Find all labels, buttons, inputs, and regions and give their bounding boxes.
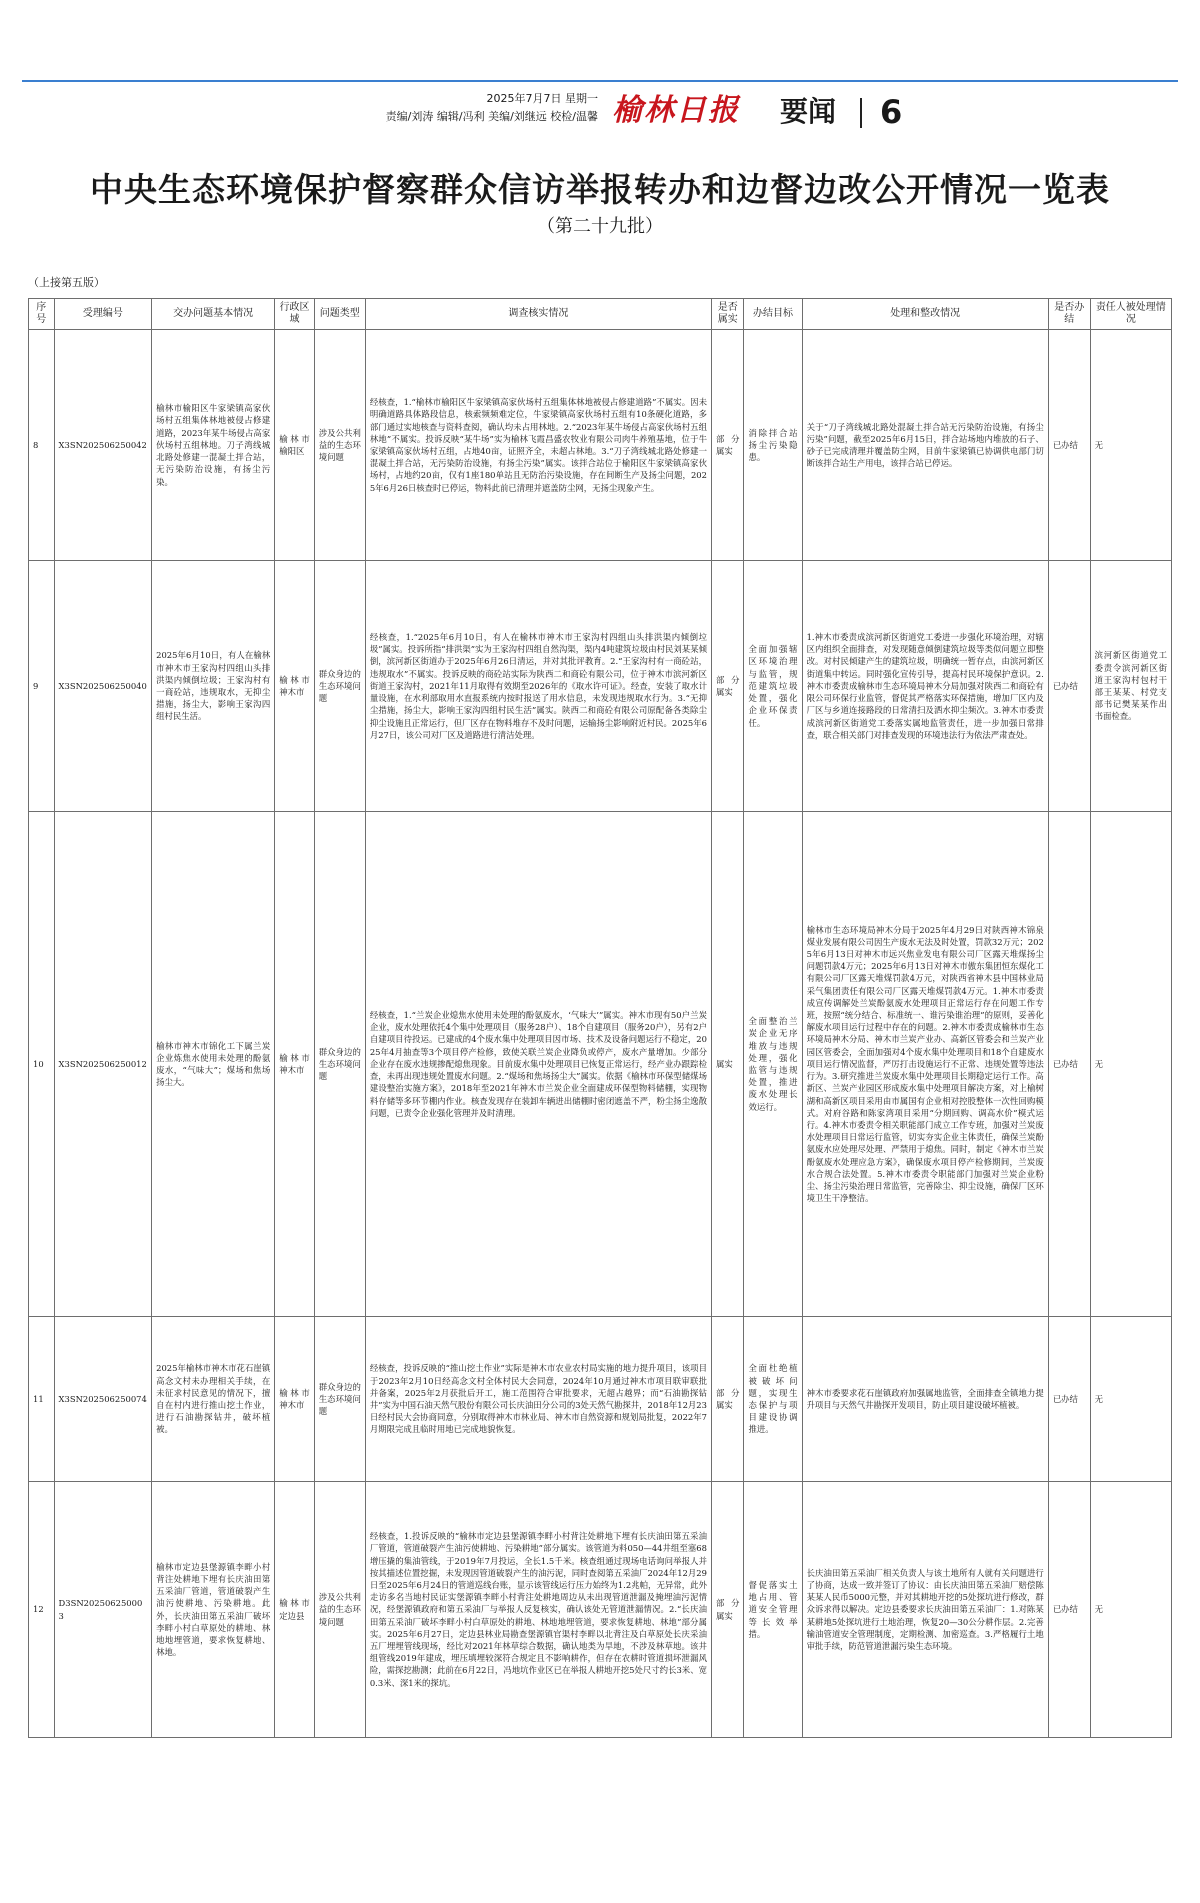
- cell-handling: 长庆油田第五采油厂相关负责人与该土地所有人就有关问题进行了协商，达成一致并签订了协议：由长庆油田第五采油厂赔偿陈某某人民币5000元整，并对其耕地开挖的5处探坑进行修改，群众诉求得以解决。定边县委要求长庆油田第五采油厂：1.对陈某某耕地5处探坑进行土地治理，恢复20—30公分耕作层。2.完善输油管道安全管理制度，定期检测、加密巡查。3.严格履行土地审批手续，防范管道泄漏污染生态环境。: [802, 1482, 1048, 1738]
- cell-seq: 8: [29, 330, 55, 561]
- header-issue: 交办问题基本情况: [152, 299, 275, 330]
- cell-type: 涉及公共利益的生态环境问题: [314, 330, 365, 561]
- header-goal: 办结目标: [744, 299, 802, 330]
- cell-accountability: 无: [1090, 330, 1171, 561]
- cell-code: X3SN202506250012: [54, 812, 152, 1317]
- cell-is-true: 部分属实: [711, 1482, 744, 1738]
- header-accountability: 责任人被处理情况: [1090, 299, 1171, 330]
- cell-handling: 关于“刀子湾线城北路处混凝土拌合站无污染防治设施，有扬尘污染”问题，截至2025年6月15日，拌合站场地内堆放的石子、砂子已完成清理并覆盖防尘网，目前牛家梁镇已协调供电部门切断该拌合站生产用电，该拌合站已停运。: [802, 330, 1048, 561]
- cell-investigation: 经核查，1.投诉反映的“榆林市定边县堡源镇李畔小村背注处耕地下埋有长庆油田第五采油厂管道，管道破裂产生油污使耕地、污染耕地”部分属实。该管道为料050—44井组至塞68增压撬的集油管线，于2019年7月投运，全长1.5千米。核查组通过现场电话询问举报人并按其描述位置挖掘，未发现因管道破裂产生的油污泥，同时查阅第五采油厂2024年12月29日至2025年6月24日的管道巡线台账，显示该管线运行压力始终为1.2兆帕，无异常，此外走访多名当地村民证实堡源镇李畔小村背注处耕地周边从未出现管道泄漏及掩埋油污泥情况，经堡源镇政府和第五采油厂与举报人反复核实，确认该处无管道泄漏情况。2.“长庆油田第五采油厂破坏李畔小村白草原处的耕地、林地地埋管道，要求恢复耕地、林地”部分属实。2025年6月27日，定边县林业局勘查堡源镇官渠村李畔以北背注及白草原处长庆采油五厂埋埋管线现场，经比对2021年林草综合数据，确认地类为旱地，不涉及林草地。该井组管线2019年建成，埋压填埋较深符合规定且不影响耕作，但存在农耕时管道损坏泄漏风险，需探挖勘测；此前在6月22日，冯地坑作业区已在举报人耕地开挖5处尺寸约长3米、宽0.3米、深1米的探坑。: [365, 1482, 711, 1738]
- cell-investigation: 经核查，1.“榆林市榆阳区牛家梁镇高家伙场村五组集体林地被侵占修建道路”不属实。因未明确道路具体路段信息，核索频频难定位，牛家梁镇高家伙场村五组有10条硬化道路，多部门通过实地核查与资料查阅，确认均未占用林地。2.“2023年某牛场侵占高家伙场村五组林地”不属实。投诉反映“某牛场”实为榆林飞霞昌盛农牧业有限公司肉牛养殖基地，位于牛家梁镇高家伙场村五组，占地40亩，证照齐全，未超占林地。3.“刀子湾线城北路处修建一混凝土拌合站，无污染防治设施，有扬尘污染”属实。该拌合站位于榆阳区牛家梁镇高家伙场村，占地约20亩，仅有1座180单站且无防治污染设施，存在间断生产及扬尘问题，2025年6月26日核查时已停运，物料此前已清理并遮盖防尘网，无扬尘现象产生。: [365, 330, 711, 561]
- page-title: 中央生态环境保护督察群众信访举报转办和边督边改公开情况一览表: [90, 170, 1110, 209]
- section-name: 要闻: [780, 95, 837, 128]
- table-row: [29, 812, 1172, 1317]
- cell-investigation: 经核查，1.“2025年6月10日，有人在榆林市神木市王家沟村四组山头排洪渠内倾倒垃圾”属实。投诉所指“排洪渠”实为王家沟村四组自然沟渠，渠内4吨建筑垃圾由村民刘某某倾倒，滨河新区街道办于2025年6月26日清运，并对其批评教育。2.“王家沟村有一商砼站，违规取水”不属实。投诉反映的商砼站实际为陕西二和商砼有限公司，位于神木市滨河新区街道王家沟村，2021年11月取得有效期至2026年的《取水许可证》。经查，安装了取水计量设施，在水利部取用水直报系统内按时报送了用水信息，未发现违规取水行为。3.“无抑尘措施，扬尘大，影响王家沟四组村民生活”属实。陕西二和商砼有限公司原配备各类除尘抑尘设施且正常运行，但厂区存在物料堆存不及时问题，运输扬尘影响附近村民。2025年6月27日，该公司对厂区及道路进行清洁处理。: [365, 561, 711, 812]
- cell-handling: 神木市委要求花石崖镇政府加强属地监管，全面排查全镇地力提升项目与天然气井勘探开发项目，防止项目建设破坏植被。: [802, 1317, 1048, 1482]
- cell-goal: 督促落实土地占用、管道安全管理等长效举措。: [744, 1482, 802, 1738]
- cell-type: 涉及公共利益的生态环境问题: [314, 1482, 365, 1738]
- cell-handling: 1.神木市委责成滨河新区街道党工委进一步强化环境治理，对辖区内组织全面排查，对发现随意倾倒建筑垃圾等类似问题立即整改。对村民倾建产生的建筑垃圾，明确统一暂存点，由滨河新区街道集中转运。同时强化宣传引导，提高村民环境保护意识。2.神木市委责成榆林市生态环境局神木分局加强对陕西二和商砼有限公司环保行业监管，督促其严格落实环保措施，增加厂区内及厂区与乡道连接路段的日常清扫及洒水抑尘频次。3.神木市委责成滨河新区街道党工委落实属地监管责任，进一步加强日常排查，联合相关部门对排查发现的环境违法行为依法严肃查处。: [802, 561, 1048, 812]
- table-row: [29, 1317, 1172, 1482]
- page-number: 6: [880, 93, 903, 131]
- cell-goal: 消除拌合站扬尘污染隐患。: [744, 330, 802, 561]
- header-closed: 是否办结: [1048, 299, 1090, 330]
- cell-closed: 已办结: [1048, 330, 1090, 561]
- cell-closed: 已办结: [1048, 561, 1090, 812]
- header-code: 受理编号: [54, 299, 152, 330]
- batch-subtitle: （第二十九批）: [537, 216, 663, 237]
- cell-region: 榆林市榆阳区: [275, 330, 314, 561]
- cell-accountability: 无: [1090, 1482, 1171, 1738]
- header-type: 问题类型: [314, 299, 365, 330]
- cell-accountability: 滨河新区街道党工委责令滨河新区街道王家沟村包村干部王某某、村党支部书记樊某某作出书面检查。: [1090, 561, 1171, 812]
- cell-region: 榆林市神木市: [275, 1317, 314, 1482]
- cell-issue: 2025年榆林市神木市花石崖镇高念文村未办理相关手续，在未征求村民意见的情况下，擅自在村内进行推山挖土作业，进行石油勘探钻井，破坏植被。: [152, 1317, 275, 1482]
- cell-accountability: 无: [1090, 1317, 1171, 1482]
- table-row: [29, 561, 1172, 812]
- cell-goal: 全面整治兰炭企业无序堆放与违规处理，强化监管与违规处置，推进废水处理长效运行。: [744, 812, 802, 1317]
- table-row: [29, 330, 1172, 561]
- paper-logo: 榆林日报: [612, 93, 740, 128]
- cell-goal: 全面杜绝植被破坏问题，实现生态保护与项目建设协调推进。: [744, 1317, 802, 1482]
- continued-note: （上接第五版）: [28, 276, 105, 289]
- header-handling: 处理和整改情况: [802, 299, 1048, 330]
- cell-type: 群众身边的生态环境问题: [314, 812, 365, 1317]
- cell-goal: 全面加强辖区环境治理与监管，规范建筑垃圾处置，强化企业环保责任。: [744, 561, 802, 812]
- cell-is-true: 部分属实: [711, 1317, 744, 1482]
- header-is-true: 是否属实: [711, 299, 744, 330]
- cell-code: X3SN202506250074: [54, 1317, 152, 1482]
- staff-line: 责编/刘涛 编辑/冯利 美编/刘继远 校检/温馨: [385, 110, 598, 123]
- cell-issue: 2025年6月10日，有人在榆林市神木市王家沟村四组山头排洪渠内倾倒垃圾；王家沟村有一商砼站，违规取水，无抑尘措施，扬尘大，影响王家沟四组村民生活。: [152, 561, 275, 812]
- cell-seq: 10: [29, 812, 55, 1317]
- cell-issue: 榆林市神木市锦化工下属兰炭企业炼焦水使用未处理的酚氨废水，“气味大”；煤场和焦场扬尘大。: [152, 812, 275, 1317]
- date-line: 2025年7月7日 星期一: [486, 92, 598, 105]
- masthead: [220, 92, 980, 138]
- header-seq: 序号: [29, 299, 55, 330]
- cell-closed: 已办结: [1048, 1317, 1090, 1482]
- table-row: [29, 1482, 1172, 1738]
- cell-closed: 已办结: [1048, 812, 1090, 1317]
- cell-code: D3SN202506250003: [54, 1482, 152, 1738]
- cell-code: X3SN202506250042: [54, 330, 152, 561]
- cell-closed: 已办结: [1048, 1482, 1090, 1738]
- cell-is-true: 属实: [711, 812, 744, 1317]
- cell-accountability: 无: [1090, 812, 1171, 1317]
- report-table: [28, 298, 1172, 1738]
- cell-seq: 9: [29, 561, 55, 812]
- cell-issue: 榆林市榆阳区牛家梁镇高家伙场村五组集体林地被侵占修建道路，2023年某牛场侵占高家伙场村五组林地。刀子湾线城北路处修建一混凝土拌合站，无污染防治设施，有扬尘污染。: [152, 330, 275, 561]
- header-region: 行政区域: [275, 299, 314, 330]
- cell-issue: 榆林市定边县堡源镇李畔小村背注处耕地下埋有长庆油田第五采油厂管道，管道破裂产生油污使耕地、污染耕地。此外，长庆油田第五采油厂破坏李畔小村白草原处的耕地、林地地埋管道，要求恢复耕地、林地。: [152, 1482, 275, 1738]
- cell-code: X3SN202506250040: [54, 561, 152, 812]
- table-header-row: [29, 299, 1172, 330]
- cell-investigation: 经核查，1.“兰炭企业熄焦水使用未处理的酚氨废水，‘气味大’”属实。神木市现有50户兰炭企业，废水处理依托4个集中处理项目（服务28户）、18个自建项目（服务20户），另有2户自建项目待投运。已建成的4个废水集中处理项目因市场、技术及设备问题运行不稳定，2025年4月抽查等3个项目停产检修，致使关联兰炭企业降负或停产，废水产量增加。少部分企业存在废水违规掺配熄焦现象。目前废水集中处理项目已恢复正常运行，经产业办跟踪检查，未再出现违规处置废水问题。2.“煤场和焦场扬尘大”属实。依据《榆林市环保型储煤场建设整治实施方案》，2018年至2021年神木市兰炭企业全面建成环保型物料储棚，实现物料存储等多环节棚内作业。核查发现存在装卸车辆进出储棚时密闭遮盖不严，粉尘扬尘逸散问题，已责令企业强化管理并及时清理。: [365, 812, 711, 1317]
- cell-is-true: 部分属实: [711, 330, 744, 561]
- cell-region: 榆林市神木市: [275, 561, 314, 812]
- cell-region: 榆林市神木市: [275, 812, 314, 1317]
- cell-handling: 榆林市生态环境局神木分局于2025年4月29日对陕西神木锦泉煤业发展有限公司因生产废水无法及时处置，罚款32万元；2025年6月13日对神木市远兴焦业发电有限公司厂区露天堆煤扬尘问题罚款4万元；2025年6月13日对神木市傲东集团恒东煤化工有限公司厂区露天堆煤罚款4万元，对陕西省神木县中国林业局采气集团责任有限公司厂区露天堆煤罚款4万元。1.神木市委责成宣传调解处兰炭酚氨废水处理项目正常运行存在问题工作专班，按照“统分结合、标准统一、谁污染谁治理”的原则，妥善化解废水项目运行过程中存在的问题。2.神木市委责成榆林市生态环境局神木分局、神木市兰炭产业办、高新区管委会和兰炭产业园区管委会，全面加强对4个废水集中处理项目和18个自建废水项目运行情况监督，严厉打击设施运行不正常、违规处置等违法行为。3.研究推进兰炭废水集中处理项目长期稳定运行工作。高新区、兰炭产业园区形成废水集中处理项目解决方案，对上榆树湖和高新区项目采用由市属国有企业相对控股整体一次性回购模式。对府谷路和陈家湾项目采用“分期回购、调高水价”模式运行。4.神木市委责令相关职能部门成立工作专班，加强对兰炭废水处理项目日常运行监管，切实夯实企业主体责任，确保兰炭酚氨废水应处理尽处理、严禁用于熄焦。同时，制定《神木市兰炭酚氨废水处理应急方案》，确保废水项目停产检修期间，兰炭废水合规合法处置。5.神木市委责令职能部门加强对兰炭企业粉尘、扬尘污染治理日常监管，完善除尘、抑尘设施，确保厂区环境卫生干净整洁。: [802, 812, 1048, 1317]
- cell-type: 群众身边的生态环境问题: [314, 561, 365, 812]
- cell-seq: 11: [29, 1317, 55, 1482]
- header-rule: [22, 80, 1178, 82]
- cell-seq: 12: [29, 1482, 55, 1738]
- header-investigation: 调查核实情况: [365, 299, 711, 330]
- cell-region: 榆林市定边县: [275, 1482, 314, 1738]
- cell-investigation: 经核查，投诉反映的“推山挖土作业”实际是神木市农业农村局实施的地力提升项目，该项目于2023年2月10日经高念文村全体村民大会同意，2024年10月通过神木市项目联审联批并备案，2025年2月获批后开工，施工范围符合审批要求，无超占越界；而“石油勘探钻井”实为中国石油天然气股份有限公司长庆油田分公司的3处天然气勘探井，2018年12月23日经村民大会协商同意，分别取得神木市林业局、神木市自然资源和规划局批复，2022年7月期限完成且临时用地已完成地貌恢复。: [365, 1317, 711, 1482]
- header-divider: [860, 98, 862, 128]
- cell-is-true: 部分属实: [711, 561, 744, 812]
- cell-type: 群众身边的生态环境问题: [314, 1317, 365, 1482]
